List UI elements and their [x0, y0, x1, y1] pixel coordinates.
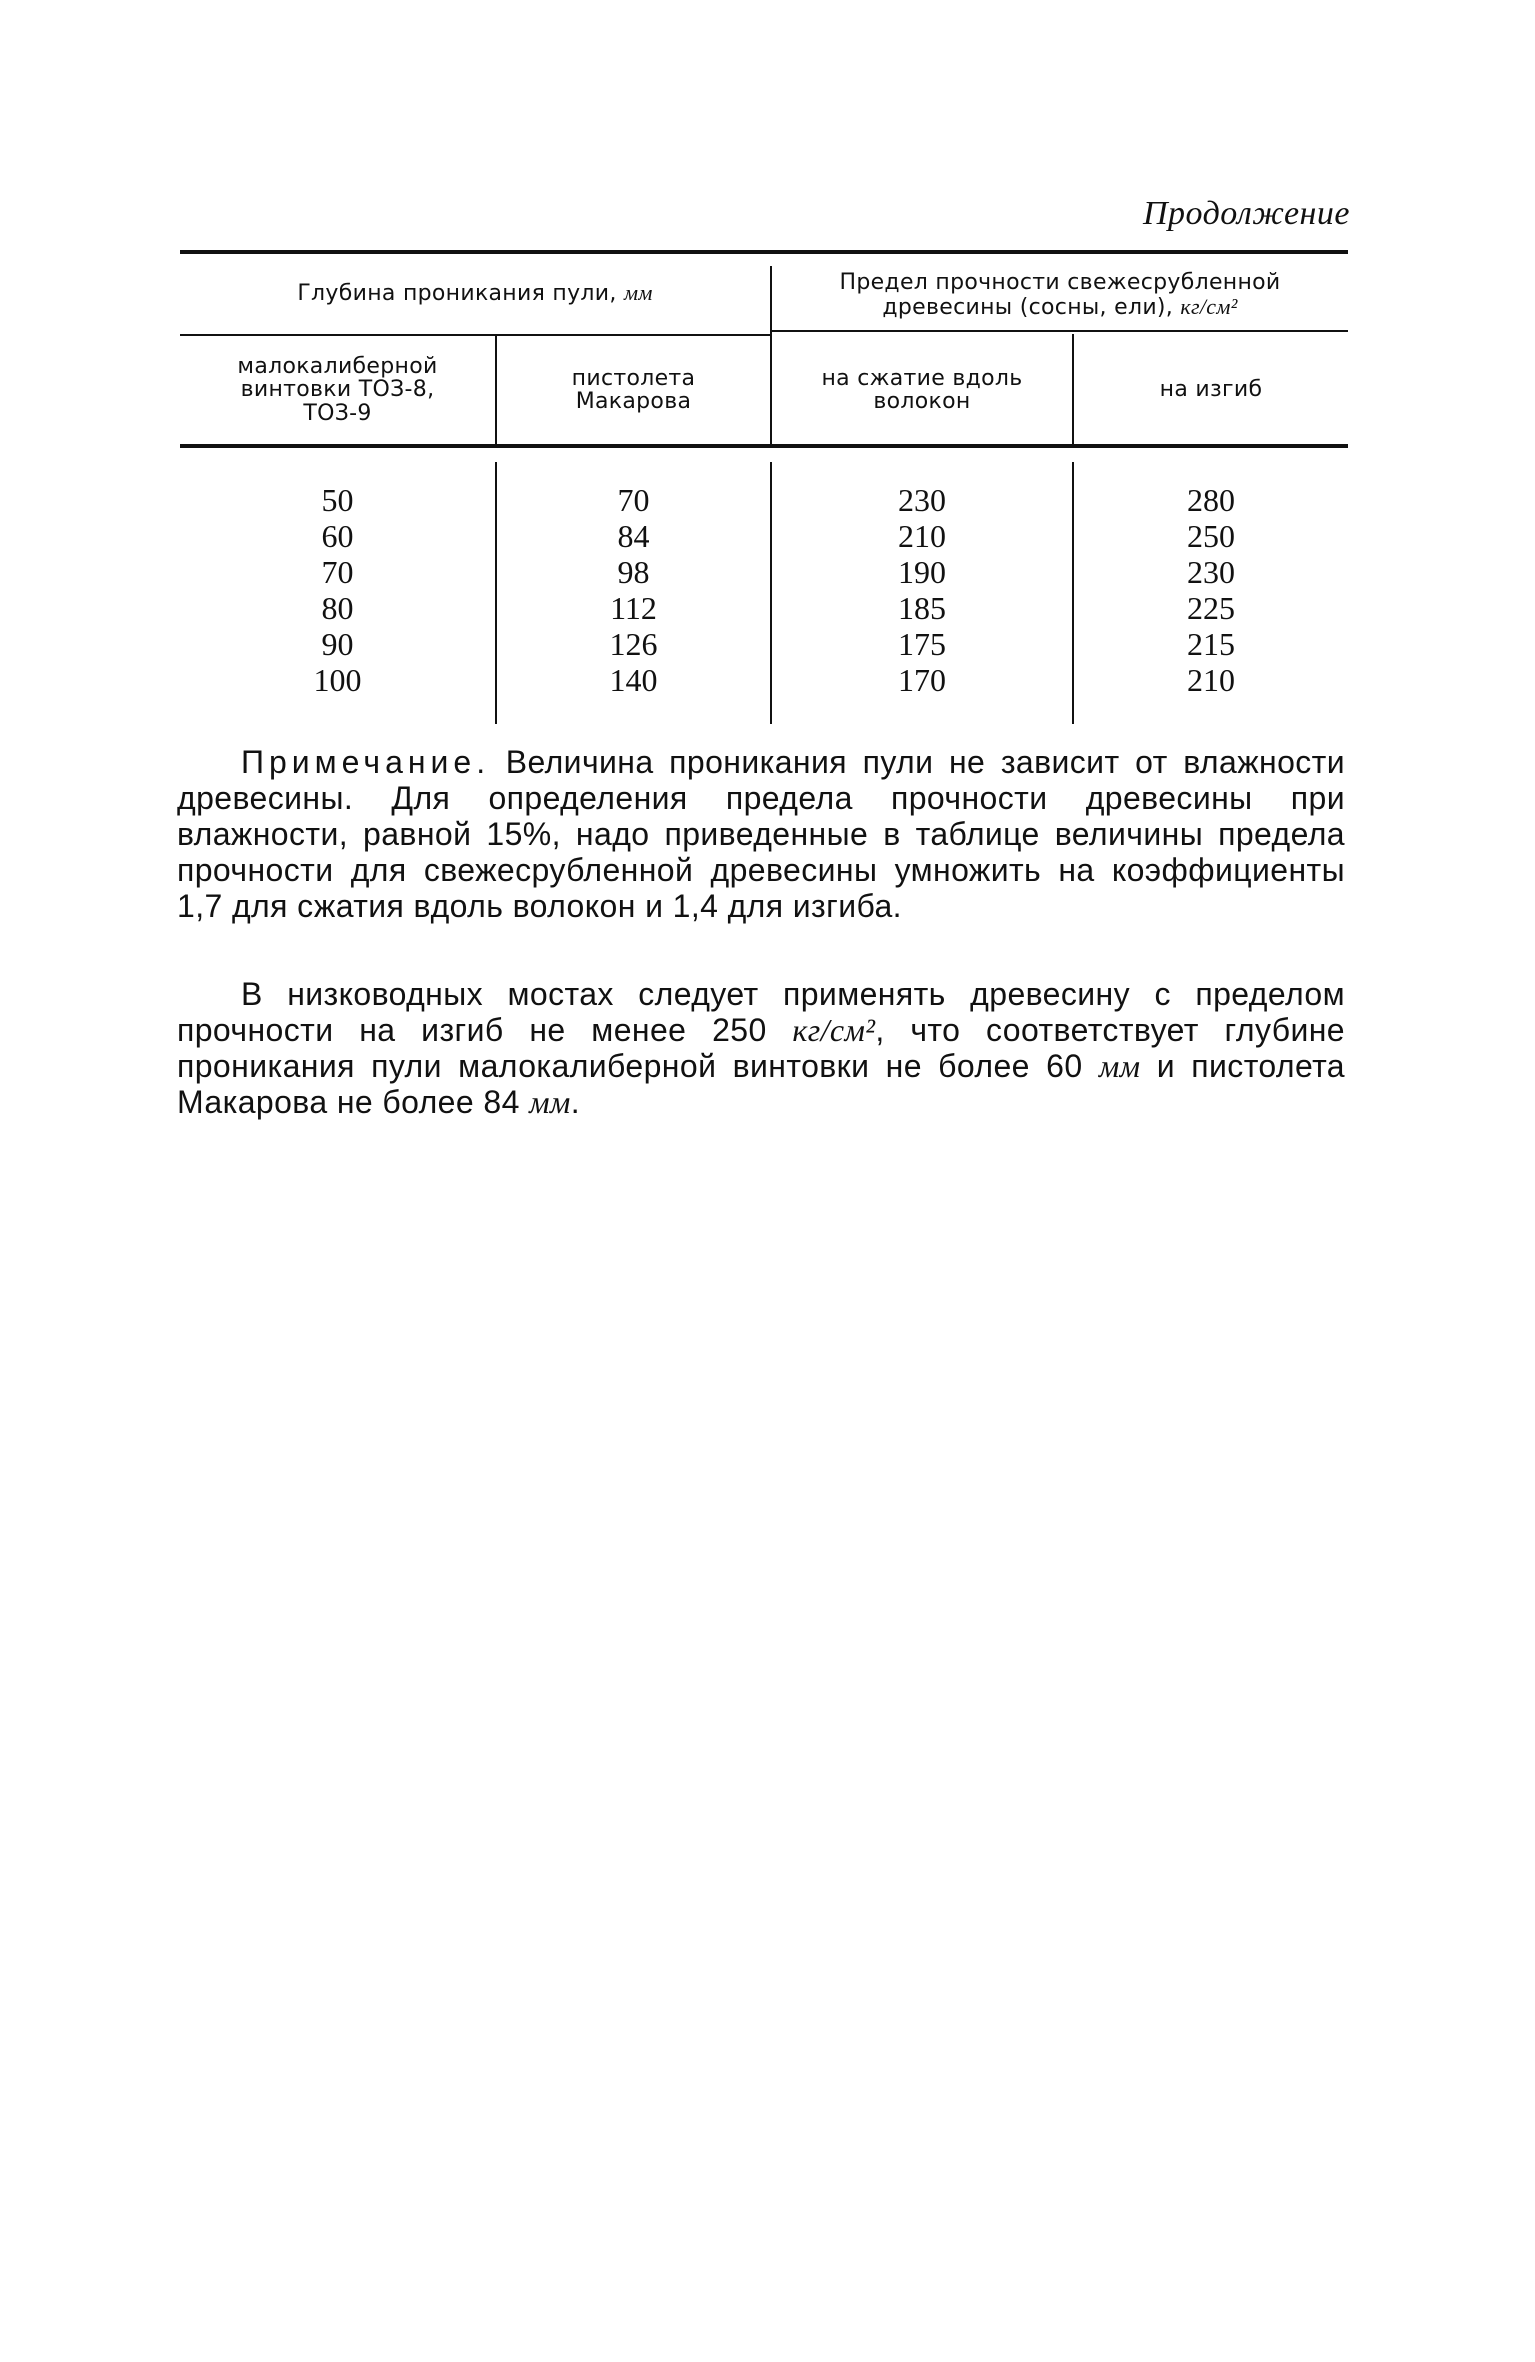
table-cell: 250 — [1187, 518, 1235, 554]
table-cell: 60 — [321, 518, 354, 554]
group1-header — [180, 254, 770, 332]
table-cell: 185 — [898, 590, 946, 626]
table-cell: 215 — [1187, 626, 1235, 662]
group2-header-line1: Предел прочности свежесрубленной — [839, 270, 1281, 296]
group1-header-rule — [180, 334, 770, 336]
body-paragraph: В низководных мостах следует применять древесину с пределом прочности на изгиб не менее 250 кг/см², что соответствует глубине проникания пули малокалиберной винтовки не более 60 мм и пистолета Макарова не более 84 мм. — [177, 976, 1345, 1120]
table-cell: 140 — [609, 662, 658, 698]
note-text: Величина проникания пули не зависит от влажности древесины. Для определения предела прочности древесины при влажности, равной 15%, надо приведенные в таблице величины предела прочности для свежесрубленной древесины умножить на коэффициенты 1,7 для сжатия вдоль волокон и 1,4 для изгиба. — [177, 744, 1346, 924]
table-cell: 126 — [609, 626, 658, 662]
table-cell: 70 — [321, 554, 354, 590]
table-cell: 80 — [321, 590, 354, 626]
table-cell: 280 — [1187, 482, 1235, 518]
column-rifle-values — [180, 482, 495, 698]
col-header-compression: на сжатие вдоль волокон — [821, 365, 1023, 414]
table-cell: 230 — [1187, 554, 1235, 590]
col-header-bending: на изгиб — [1159, 377, 1263, 403]
col-header-rifle: малокалиберной винтовки ТОЗ-8, ТОЗ-9 — [237, 354, 438, 426]
column-pistol-values — [497, 482, 770, 698]
continuation-label: Продолжение — [1142, 195, 1350, 232]
table-cell: 210 — [898, 518, 946, 554]
table-cell: 84 — [617, 518, 650, 554]
column-compression-values — [772, 482, 1072, 698]
table-cell: 230 — [898, 482, 946, 518]
table-cell: 190 — [898, 554, 946, 590]
table-cell: 50 — [321, 482, 354, 518]
table-cell: 70 — [617, 482, 650, 518]
table-cell: 210 — [1187, 662, 1235, 698]
table-cell: 90 — [321, 626, 354, 662]
note-paragraph — [177, 744, 1345, 924]
table-cell: 100 — [313, 662, 362, 698]
group1-header-unit: мм — [623, 279, 653, 305]
group1-header-text: Глубина проникания пули, — [297, 280, 617, 306]
table-cell: 98 — [617, 554, 650, 590]
header-bottom-rule — [180, 444, 1348, 448]
table-cell: 170 — [898, 662, 946, 698]
group2-header-rule — [770, 330, 1348, 332]
col-header-pistol: пистолета Макарова — [571, 365, 696, 414]
group2-header-line2: древесины (сосны, ели), — [882, 294, 1174, 320]
data-table — [180, 250, 1348, 725]
column-bending-values — [1074, 482, 1348, 698]
table-cell: 225 — [1187, 590, 1235, 626]
note-label: Примечание. — [241, 744, 491, 780]
table-cell: 175 — [898, 626, 946, 662]
group2-header — [772, 262, 1348, 328]
table-cell: 112 — [610, 590, 657, 626]
group2-header-unit: кг/см² — [1180, 293, 1238, 319]
